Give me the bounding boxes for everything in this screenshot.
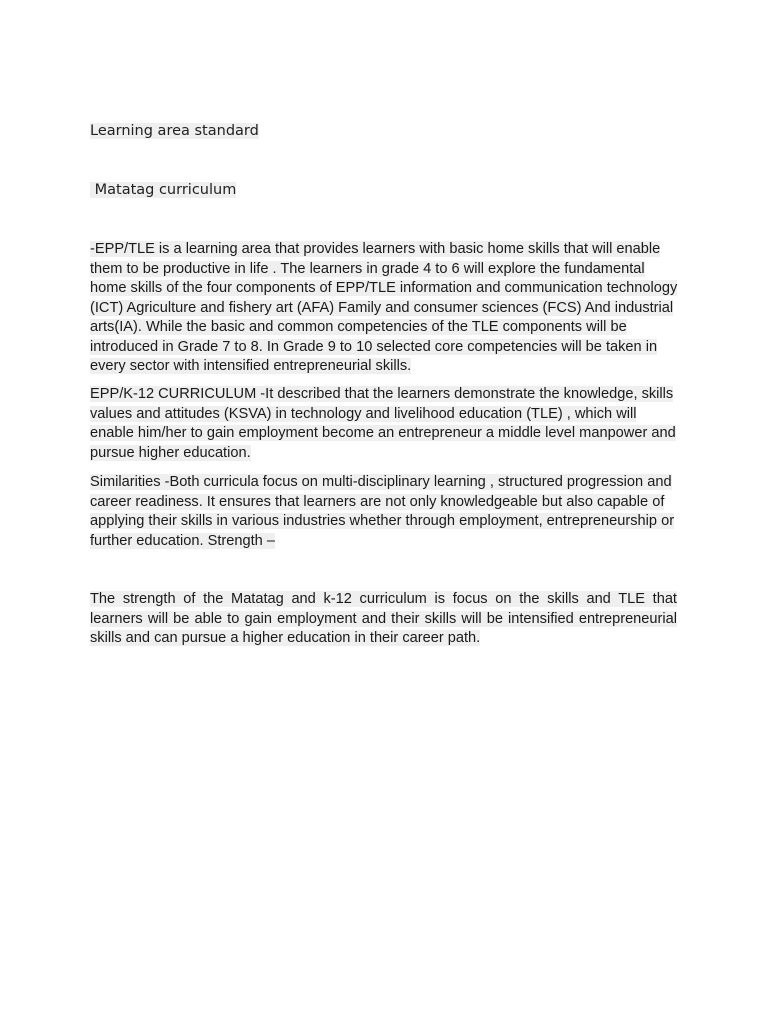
paragraph-strength <box>90 590 677 649</box>
paragraph-k12-curriculum <box>90 385 680 463</box>
heading-1-text: Learning area standard <box>90 123 259 139</box>
heading-matatag-curriculum <box>90 180 236 200</box>
heading-learning-area-standard <box>90 121 259 141</box>
paragraph-similarities <box>90 473 680 551</box>
paragraph-2-text: EPP/K-12 CURRICULUM -It described that the learners demonstrate the knowledge, skills values and attitudes (KSVA) in technology and livelihood education (TLE) , which will enable him/her to gain employment become an entrepreneur a middle level manpower and pursue higher education. <box>90 386 676 461</box>
heading-2-text: Matatag curriculum <box>90 182 237 198</box>
paragraph-3-text: Similarities -Both curricula focus on multi-disciplinary learning , structured progression and career readiness. It ensures that learners are not only knowledgeable but also capable of applying their skills in various industries whether through employment, entrepreneurship or further education. Strength – <box>90 474 675 549</box>
paragraph-1-text: -EPP/TLE is a learning area that provides learners with basic home skills that will enable them to be productive in life . The learners in grade 4 to 6 will explore the fundamental home skills of the four components of EPP/TLE information and communication technology (ICT) Agriculture and fishery art (AFA) Family and consumer sciences (FCS) And industrial arts(IA). While the basic and common competencies of the TLE components will be introduced in Grade 7 to 8. In Grade 9 to 10 selected core competencies will be taken in every sector with intensified entrepreneurial skills. <box>90 241 678 374</box>
paragraph-epp-tle <box>90 240 680 377</box>
paragraph-4-text: The strength of the Matatag and k-12 curriculum is focus on the skills and TLE that learners will be able to gain employment and their skills will be intensified entrepreneurial skills and can pursue a higher education in their career path. <box>90 591 677 646</box>
